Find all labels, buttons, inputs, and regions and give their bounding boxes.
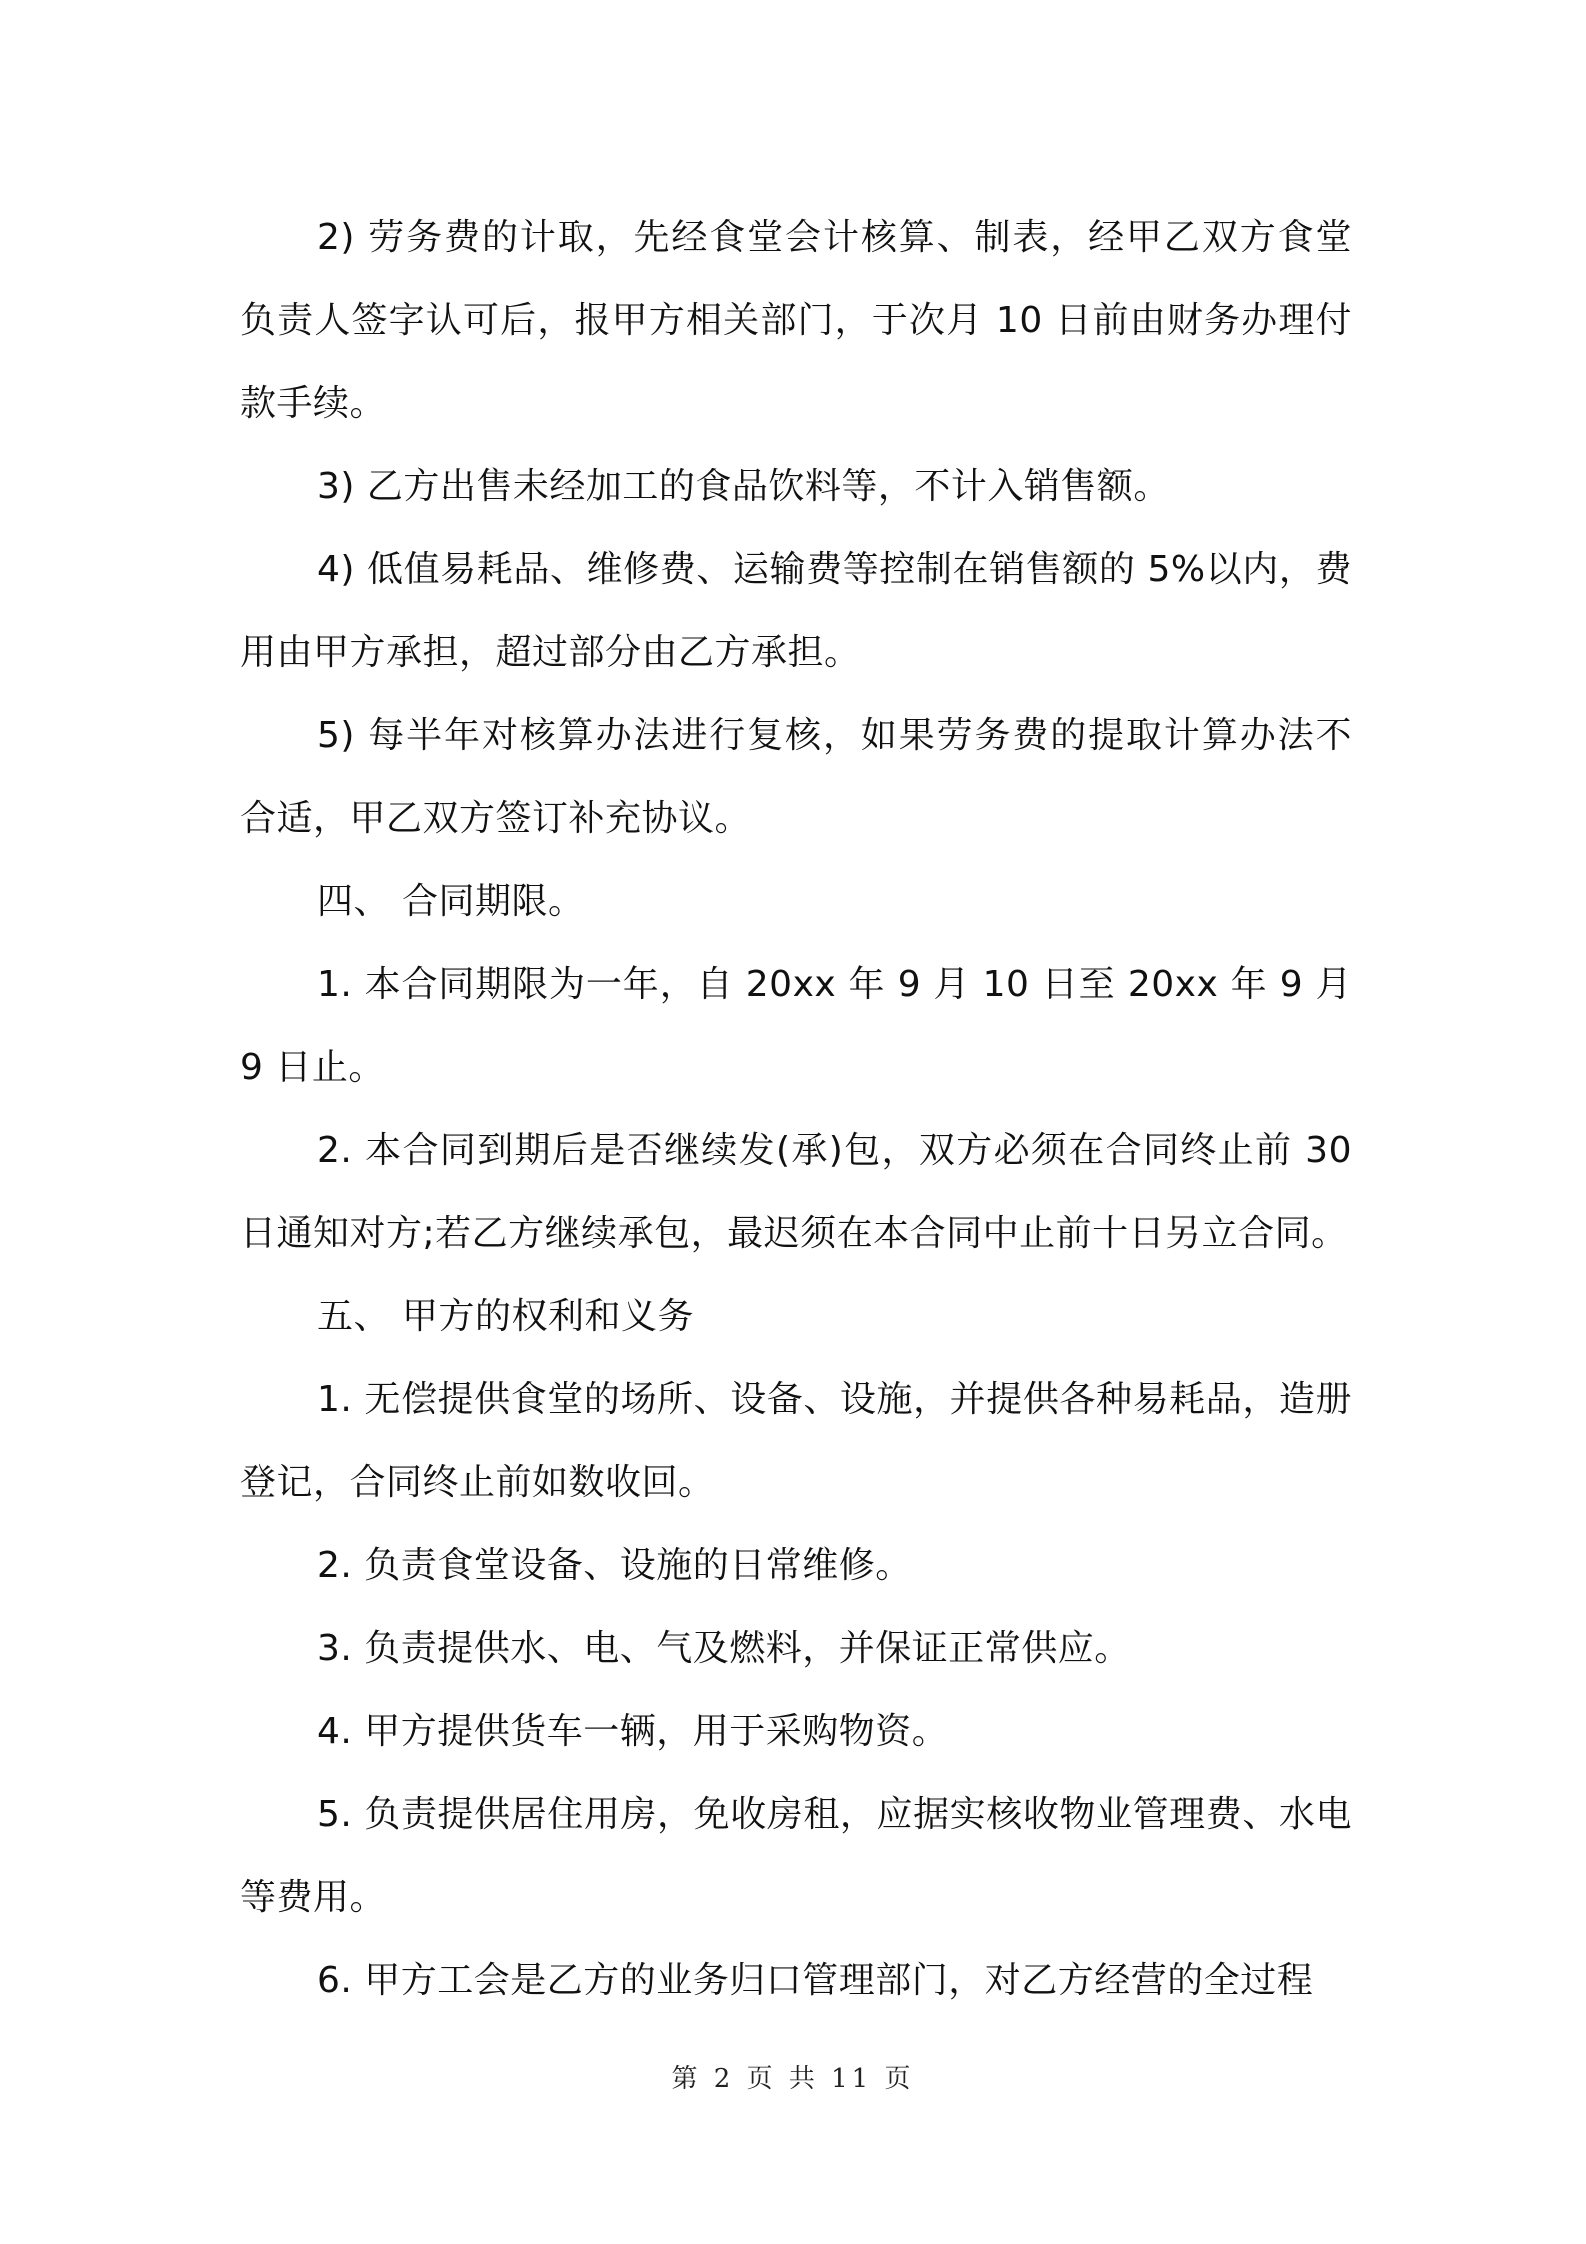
- document-body: [240, 196, 1352, 2022]
- paragraph-truck: 4. 甲方提供货车一辆，用于采购物资。: [317, 1711, 949, 1752]
- paragraph-premises: 1. 无偿提供食堂的场所、设备、设施，并提供各种易耗品，造册登记，合同终止前如数收回。: [240, 1379, 1352, 1503]
- paragraph-review: 5) 每半年对核算办法进行复核，如果劳务费的提取计算办法不合适，甲乙双方签订补充协议。: [240, 715, 1352, 839]
- paragraph-term-duration: 1. 本合同期限为一年，自 20xx 年 9 月 10 日至 20xx 年 9 月 9 日止。: [240, 964, 1352, 1088]
- paragraph-maintenance: 2. 负责食堂设备、设施的日常维修。: [317, 1545, 912, 1586]
- paragraph-utilities: 3. 负责提供水、电、气及燃料，并保证正常供应。: [317, 1628, 1131, 1669]
- paragraph-consumables: 4) 低值易耗品、维修费、运输费等控制在销售额的 5%以内，费用由甲方承担，超过部分由乙方承担。: [240, 549, 1352, 673]
- paragraph-renewal: 2. 本合同到期后是否继续发(承)包，双方必须在合同终止前 30 日通知对方;若乙方继续承包，最迟须在本合同中止前十日另立合同。: [240, 1130, 1352, 1254]
- page-number-footer: 第 2 页 共 11 页: [671, 2064, 915, 2094]
- section-heading-term: 四、 合同期限。: [317, 881, 585, 922]
- paragraph-housing: 5. 负责提供居住用房，免收房租，应据实核收物业管理费、水电等费用。: [240, 1794, 1352, 1918]
- paragraph-union: 6. 甲方工会是乙方的业务归口管理部门，对乙方经营的全过程: [317, 1960, 1314, 2001]
- paragraph-labor-fee: 2) 劳务费的计取，先经食堂会计核算、制表，经甲乙双方食堂负责人签字认可后，报甲方相关部门，于次月 10 日前由财务办理付款手续。: [240, 217, 1352, 424]
- paragraph-unprocessed-food: 3) 乙方出售未经加工的食品饮料等，不计入销售额。: [317, 466, 1170, 507]
- section-heading-party-a: 五、 甲方的权利和义务: [317, 1296, 694, 1337]
